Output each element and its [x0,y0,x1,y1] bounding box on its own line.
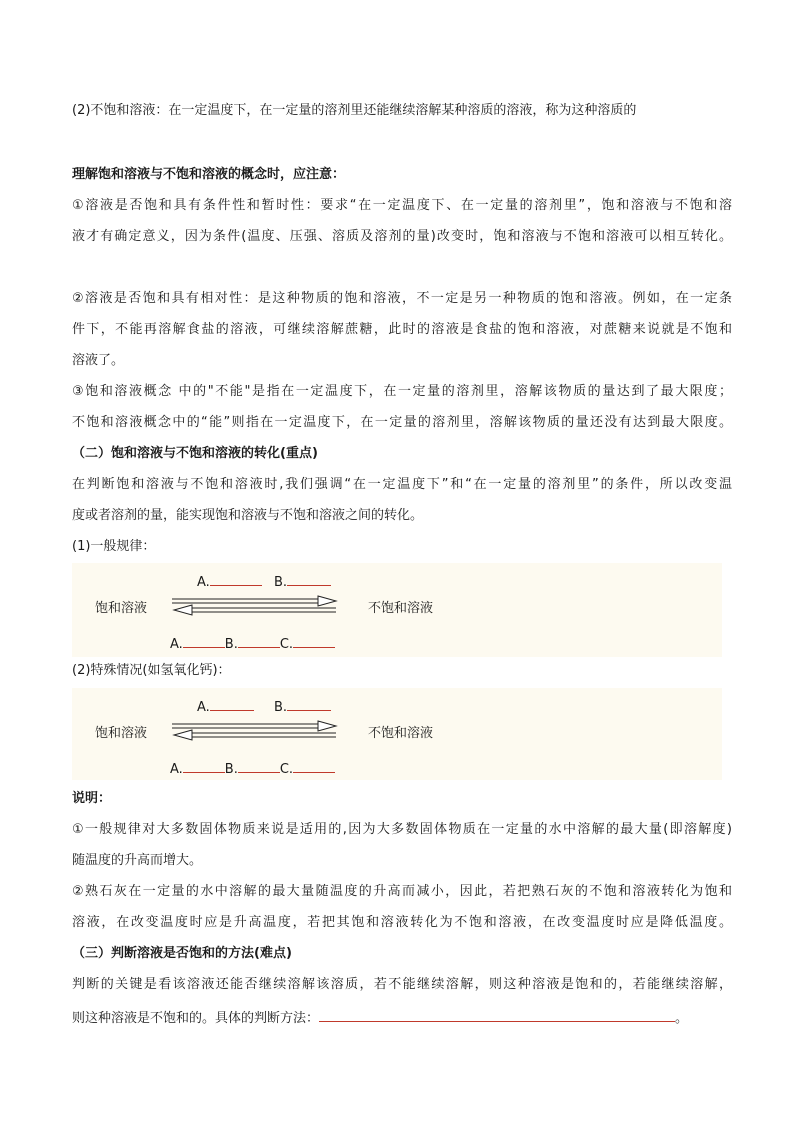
section3-body-text: 则这种溶液是不饱和的。具体的判断方法： [72,1011,320,1026]
blank-b2-label: B. [224,637,238,652]
blank-a4-label: A. [170,762,183,777]
unsaturated-definition: (2)不饱和溶液：在一定温度下，在一定量的溶剂里还能继续溶解某种溶质的溶液，称为这种溶质的 [72,103,637,118]
point3-line2: 不饱和溶液概念中的“能”则指在一定温度下，在一定量的溶剂里，溶解该物质的量还没有达到最大限度。 [72,415,732,430]
blank-b-input[interactable] [287,571,331,586]
conversion-arrows-2 [170,718,340,744]
saturated-label: 饱和溶液 [95,601,148,616]
section2-body-line2: 度或者溶剂的量，能实现饱和溶液与不饱和溶液之间的转化。 [72,508,424,523]
blank-b4-label: B. [224,762,238,777]
section3-body-line2 [72,1007,732,1028]
blank-a2-input[interactable] [183,633,225,648]
blank-a-label: A. [197,575,210,590]
blank-a4-input[interactable] [183,758,225,773]
blank-b2-input[interactable] [238,633,280,648]
unsaturated-label-2: 不饱和溶液 [368,726,434,741]
blank-c2-label: C. [279,637,294,652]
note1-line2: 随温度的升高而增大。 [72,853,203,868]
blank-b4-input[interactable] [238,758,280,773]
blank-a3-input[interactable] [210,696,254,711]
note2-line2: 溶液，在改变温度时应是升高温度，若把其饱和溶液转化为不饱和溶液，在改变温度时应是降低温度。 [72,915,732,930]
end-period: 。 [675,1011,689,1026]
blank-abc-group [170,633,335,653]
special-case-label: (2)特殊情况(如氢氧化钙)： [72,663,231,678]
blank-c4-label: C. [279,762,294,777]
blank-a-input[interactable] [210,571,262,586]
point2-line1: ②溶液是否饱和具有相对性：是这种物质的饱和溶液，不一定是另一种物质的饱和溶液。例如，在一定条 [72,291,732,306]
method-answer-input[interactable] [319,1007,675,1022]
special-case-diagram [72,688,722,780]
point3-line1: ③饱和溶液概念 中的"不能"是指在一定温度下，在一定量的溶剂里，溶解该物质的量达到了最大限度； [72,384,732,399]
note-heading: 说明： [72,791,112,806]
point1-line1: ①溶液是否饱和具有条件性和暂时性：要求“在一定温度下、在一定量的溶剂里”，饱和溶液与不饱和溶 [72,198,732,213]
point2-line3: 溶液了。 [72,353,125,368]
blank-b-group-2 [274,696,331,716]
blank-b-label: B. [274,575,288,590]
blank-a-group-2 [197,696,254,716]
conversion-arrows [170,593,340,619]
note1-line1: ①一般规律对大多数固体物质来说是适用的,因为大多数固体物质在一定量的水中溶解的最大量(即溶解度) [72,822,732,837]
notice-heading: 理解饱和溶液与不饱和溶液的概念时，应注意： [72,167,346,182]
section3-body-line1: 判断的关键是看该溶液还能否继续溶解该溶质，若不能继续溶解，则这种溶液是饱和的，若能继续溶解， [72,977,732,992]
note2-line1: ②熟石灰在一定量的水中溶解的最大量随温度的升高而减小，因此，若把熟石灰的不饱和溶液转化为饱和 [72,884,732,899]
blank-a3-label: A. [197,700,210,715]
saturated-label-2: 饱和溶液 [95,726,148,741]
point2-line2: 件下，不能再溶解食盐的溶液，可继续溶解蔗糖，此时的溶液是食盐的饱和溶液，对蔗糖来说就是不饱和 [72,322,732,337]
blank-b3-label: B. [274,700,288,715]
blank-c2-input[interactable] [293,633,335,648]
blank-c4-input[interactable] [293,758,335,773]
blank-abc-group-2 [170,758,335,778]
unsaturated-label: 不饱和溶液 [368,601,434,616]
section2-heading: （二）饱和溶液与不饱和溶液的转化(重点) [72,446,318,461]
blank-b3-input[interactable] [287,696,331,711]
blank-a-group [197,571,262,591]
general-rule-label: (1)一般规律： [72,539,156,554]
section3-heading: （三）判断溶液是否饱和的方法(难点) [72,946,292,961]
point1-line2: 液才有确定意义，因为条件(温度、压强、溶质及溶剂的量)改变时，饱和溶液与不饱和溶液可以相互转化。 [72,229,732,244]
blank-b-group [274,571,331,591]
section2-body-line1: 在判断饱和溶液与不饱和溶液时,我们强调“在一定温度下”和“在一定量的溶剂里”的条件，所以改变温 [72,477,732,492]
blank-a2-label: A. [170,637,183,652]
general-rule-diagram [72,563,722,657]
